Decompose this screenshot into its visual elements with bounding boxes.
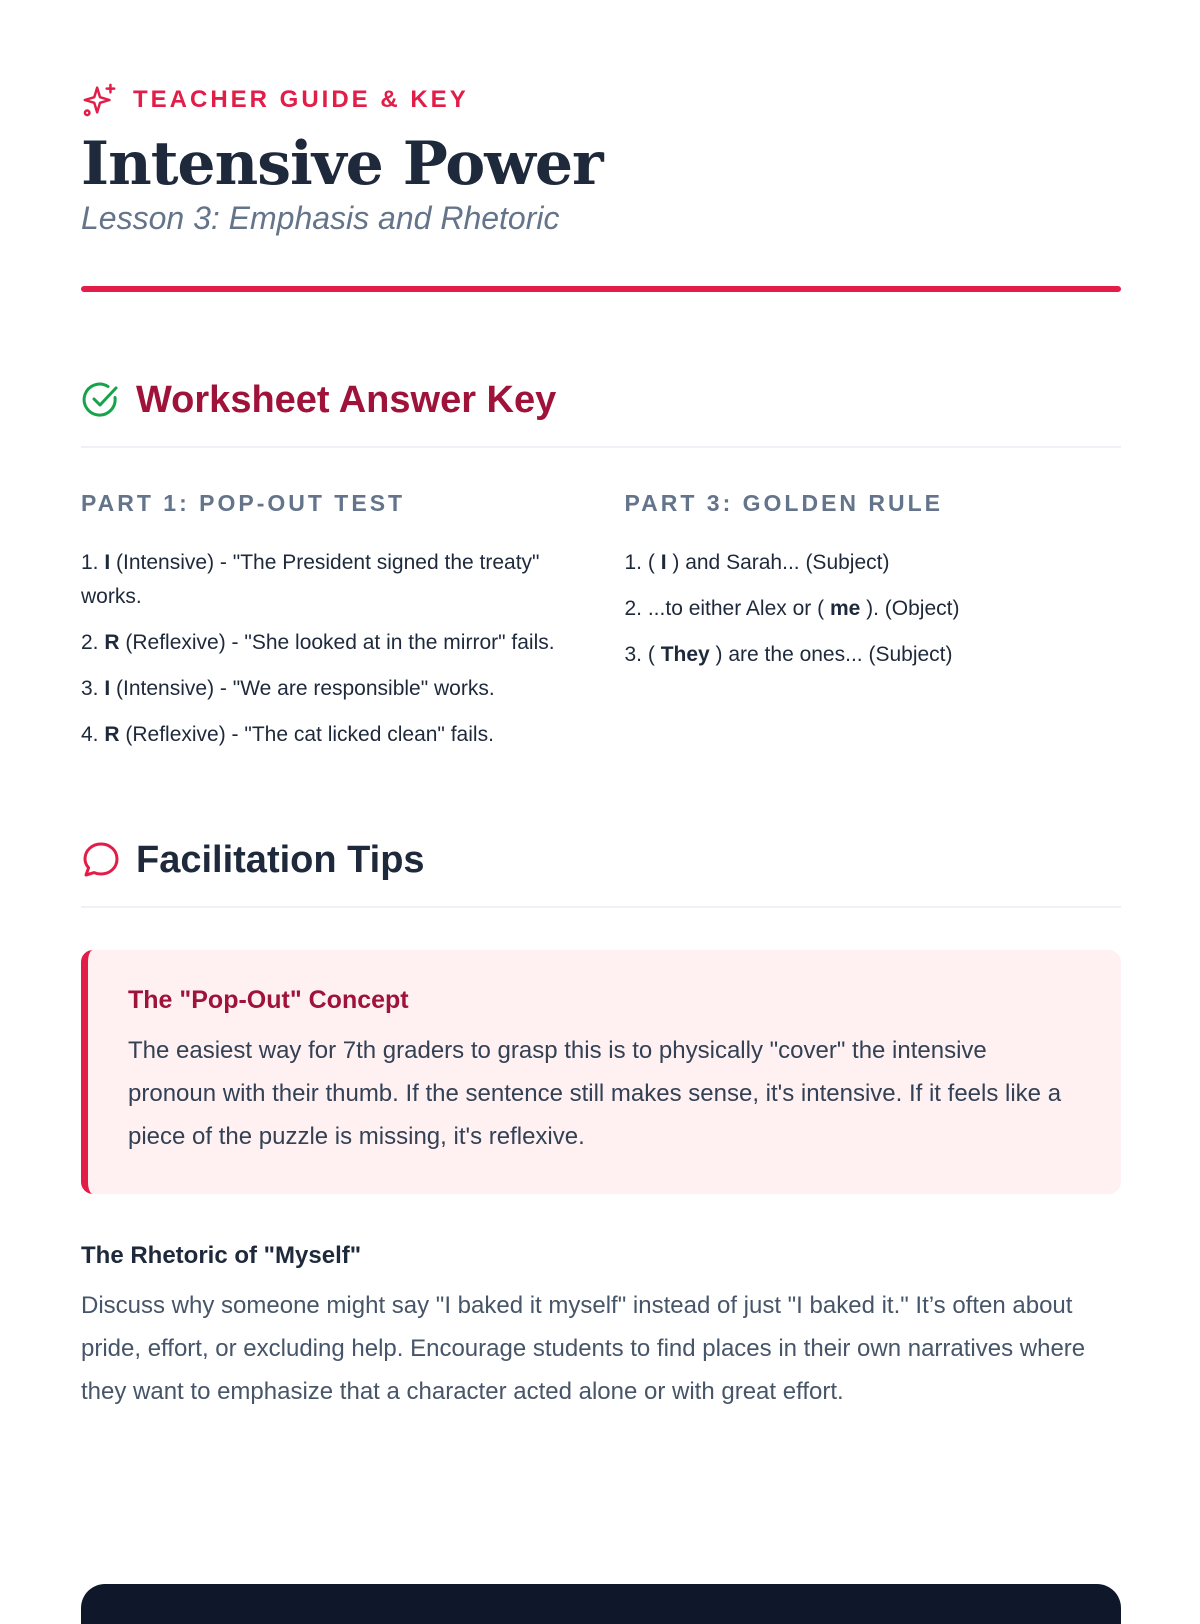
part3-answers: [625, 546, 1122, 672]
sparkles-icon: [81, 81, 119, 119]
part3-heading: PART 3: GOLDEN RULE: [624, 490, 944, 516]
document-content: [81, 80, 1121, 1413]
speech-bubble-icon: [81, 840, 121, 880]
page-subtitle: Lesson 3: Emphasis and Rhetoric: [81, 200, 560, 236]
answer-key-header: [81, 372, 1121, 428]
part1-answers: [81, 546, 578, 752]
answer-item: 3. ( They ) are the ones... (Subject): [624, 643, 953, 666]
pop-out-callout: [81, 950, 1121, 1194]
part3-column: [625, 488, 1122, 764]
answer-item: 1. I (Intensive) - "The President signed the treaty" works.: [81, 551, 540, 608]
header-divider: [81, 286, 1121, 292]
footer-panel: [81, 1584, 1121, 1624]
tips-title: Facilitation Tips: [136, 838, 425, 881]
callout-body: The easiest way for 7th graders to grasp this is to physically "cover" the intensive pronoun with their thumb. If the sentence still makes sense, it's intensive. If it feels like a piece of the puzzle is missing, it's reflexive.: [128, 1037, 1062, 1150]
part1-heading: PART 1: POP-OUT TEST: [81, 490, 406, 516]
rhetoric-title: The Rhetoric of "Myself": [81, 1242, 362, 1269]
callout-title: The "Pop-Out" Concept: [128, 986, 409, 1014]
answer-columns: [81, 488, 1121, 764]
answer-item: 4. R (Reflexive) - "The cat licked clean" fails.: [81, 723, 494, 746]
eyebrow-label: TEACHER GUIDE & KEY: [133, 86, 469, 113]
tips-header: [81, 832, 1121, 888]
eyebrow: [81, 80, 1121, 120]
answer-item: 1. ( I ) and Sarah... (Subject): [624, 551, 890, 574]
answer-item: 2. R (Reflexive) - "She looked at in the mirror" fails.: [81, 631, 555, 654]
section-divider: [81, 446, 1121, 448]
page-title: Intensive Power: [81, 129, 603, 199]
answer-item: 2. ...to either Alex or ( me ). (Object): [624, 597, 960, 620]
answer-item: 3. I (Intensive) - "We are responsible" works.: [81, 677, 495, 700]
rhetoric-body: Discuss why someone might say "I baked it myself" instead of just "I baked it." It’s often about pride, effort, or excluding help. Encourage students to find places in their own narratives where they want to emphasize that a character acted alone or with great effort.: [81, 1292, 1086, 1405]
part1-column: [81, 488, 578, 764]
section-divider: [81, 906, 1121, 908]
answer-key-title: Worksheet Answer Key: [136, 378, 557, 421]
check-circle-icon: [81, 380, 121, 420]
